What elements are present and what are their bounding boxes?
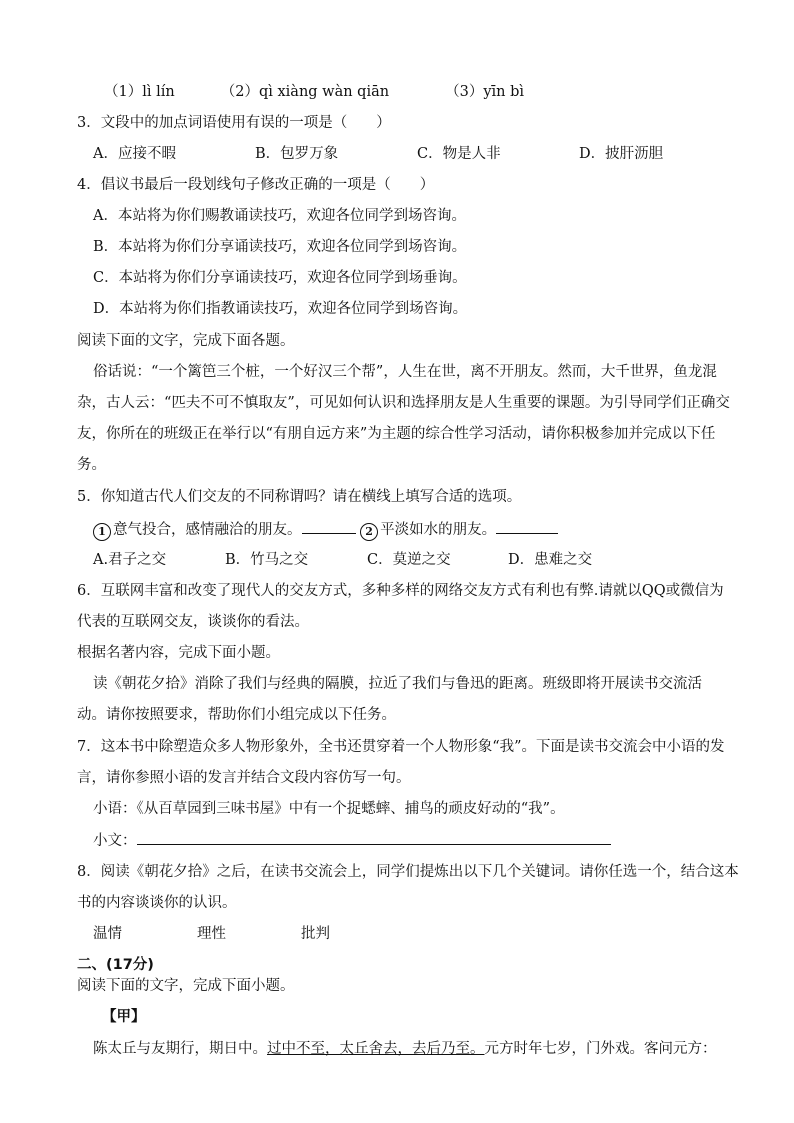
q7-xiaowen-label: 小文： [93,833,137,849]
pinyin-3: （3）yīn bì [445,84,525,100]
q4-stem: 4．倡议书最后一段划线句子修改正确的一项是（ ） [77,177,435,193]
q5-option-d: D．患难之交 [508,552,593,568]
q3-option-a: A．应接不暇 [93,146,176,162]
q8-keyword-1: 温情 [93,926,122,942]
q5-blanks-row [93,519,558,541]
circle-num-2: 2 [360,523,378,541]
read2-line-2: 动。请你按照要求，帮助你们小组完成以下任务。 [77,707,396,723]
passage-jia-label: 【甲】 [102,1009,146,1025]
q5-item-1: 意气投合，感情融洽的朋友。 [113,522,302,538]
q8-keyword-3: 批判 [301,926,330,942]
q7-line-1: 7．这本书中除塑造众多人物形象外，全书还贯穿着一个人物形象“我”。下面是读书交流会中小语的发 [77,739,725,755]
q8-line-1: 8．阅读《朝花夕拾》之后，在读书交流会上，同学们提炼出以下几个关键词。请你任选一个，结合这本 [77,864,739,880]
pinyin-1: （1）lì lín [104,84,175,100]
read1-line-4: 务。 [77,457,106,473]
read1-line-3: 友，你所在的班级正在举行以“有朋自远方来”为主题的综合性学习活动，请你积极参加并完成以下任 [77,426,716,442]
q8-line-2: 书的内容谈谈你的认识。 [77,895,237,911]
q7-answer-blank[interactable] [137,830,611,845]
q5-options [93,550,592,570]
q3-option-b: B．包罗万象 [255,146,339,162]
passage-text-pre: 陈太丘与友期行，期日中。 [93,1041,267,1057]
passage-jia-line-1 [93,1039,717,1059]
q3-options [93,144,663,164]
q4-option-c: C．本站将为你们分享诵读技巧，欢迎各位同学到场垂询。 [93,270,467,286]
q5-option-a: A.君子之交 [93,552,167,568]
read1-line-2: 杂，古人云：“匹夫不可不慎取友”，可见如何认识和选择朋友是人生重要的课题。为引导同学们正确交 [77,395,730,411]
part2-intro: 阅读下面的文字，完成下面小题。 [77,978,295,994]
circle-num-1: 1 [93,523,111,541]
read2-line-1: 读《朝花夕拾》消除了我们与经典的隔膜，拉近了我们与鲁迅的距离。班级即将开展读书交流活 [93,676,702,692]
q4-option-b: B．本站将为你们分享诵读技巧，欢迎各位同学到场咨询。 [93,239,467,255]
q8-keyword-2: 理性 [197,926,226,942]
q5-blank-1[interactable] [302,519,356,534]
q4-option-a: A．本站将为你们赐教诵读技巧，欢迎各位同学到场咨询。 [93,208,466,224]
q6-line-2: 代表的互联网交友，谈谈你的看法。 [77,614,309,630]
q5-stem: 5．你知道古代人们交友的不同称谓吗？请在横线上填写合适的选项。 [77,489,522,505]
pinyin-2: （2）qì xiàng wàn qiān [220,84,390,100]
q5-option-b: B．竹马之交 [225,552,309,568]
passage-text-post: 元方时年七岁，门外戏。客问元方： [484,1041,717,1057]
q4-option-d: D．本站将为你们指教诵读技巧，欢迎各位同学到场咨询。 [93,301,468,317]
q7-xiaoyu: 小语：《从百草园到三味书屋》中有一个捉蟋蟀、捕鸟的顽皮好动的“我”。 [93,801,565,817]
pinyin-row [104,82,524,102]
q3-stem: 3．文段中的加点词语使用有误的一项是（ ） [77,115,391,131]
q8-keywords [93,924,330,944]
q3-option-c: C．物是人非 [417,146,501,162]
q5-option-c: C．莫逆之交 [367,552,451,568]
passage-underlined-sentence: 过中不至，太丘舍去，去后乃至。 [267,1041,485,1057]
q7-xiaowen-row [93,830,611,851]
q6-line-1: 6．互联网丰富和改变了现代人的交友方式，多种多样的网络交友方式有利也有弊.请就以QQ或微信为 [77,583,724,599]
part2-header: 二、(17分) [77,957,154,973]
read1-intro: 阅读下面的文字，完成下面各题。 [77,333,295,349]
q5-blank-2[interactable] [496,519,558,534]
read2-intro: 根据名著内容，完成下面小题。 [77,645,280,661]
q3-option-d: D．披肝沥胆 [579,146,664,162]
q5-item-2: 平淡如水的朋友。 [380,522,497,538]
read1-line-1: 俗话说：“一个篱笆三个桩，一个好汉三个帮”，人生在世，离不开朋友。然而，大千世界，鱼龙混 [93,364,717,380]
q7-line-2: 言，请你参照小语的发言并结合文段内容仿写一句。 [77,770,411,786]
